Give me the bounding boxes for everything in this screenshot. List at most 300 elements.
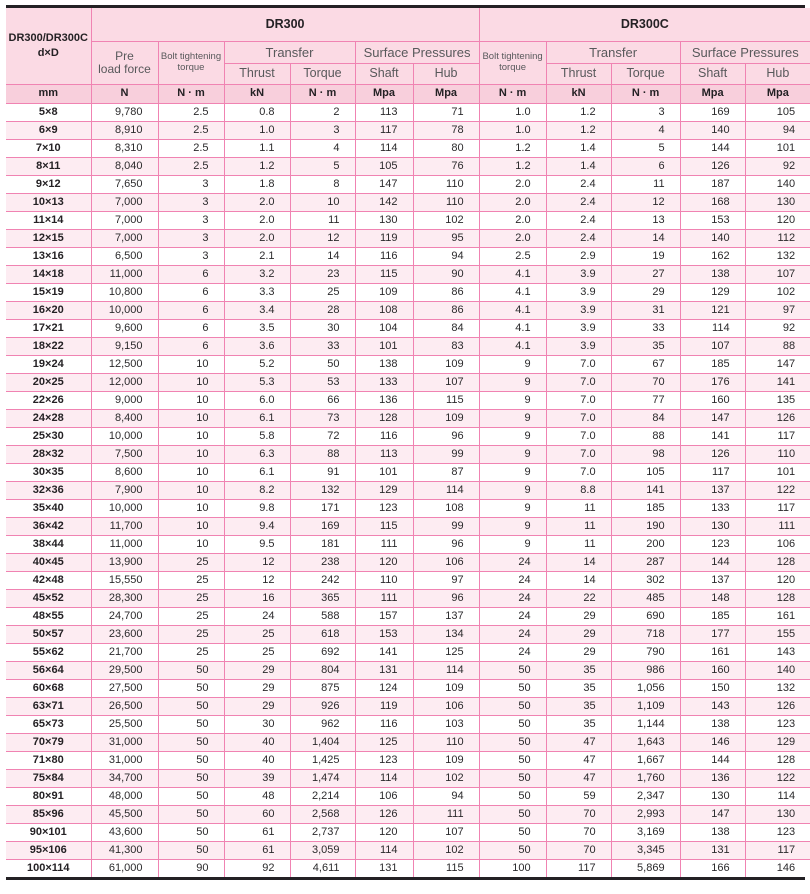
value-cell: 11,000: [91, 266, 158, 284]
value-cell: 2.5: [158, 122, 224, 140]
value-cell: 109: [413, 680, 479, 698]
table-row: [6, 716, 810, 734]
value-cell: 133: [355, 374, 413, 392]
value-cell: 50: [158, 716, 224, 734]
value-cell: 1,425: [290, 752, 355, 770]
value-cell: 70: [546, 842, 611, 860]
value-cell: 6: [158, 338, 224, 356]
value-cell: 3: [611, 104, 680, 122]
value-cell: 117: [680, 464, 745, 482]
size-cell: 85×96: [6, 806, 91, 824]
value-cell: 97: [745, 302, 810, 320]
size-cell: 36×42: [6, 518, 91, 536]
value-cell: 10,000: [91, 428, 158, 446]
value-cell: 1.2: [546, 122, 611, 140]
value-cell: 7.0: [546, 410, 611, 428]
header-transfer-dr300c: Transfer: [546, 42, 680, 64]
value-cell: 11,700: [91, 518, 158, 536]
value-cell: 50: [158, 842, 224, 860]
value-cell: 123: [355, 752, 413, 770]
unit-nm: N · m: [290, 85, 355, 104]
value-cell: 10: [158, 410, 224, 428]
value-cell: 2.0: [479, 230, 546, 248]
value-cell: 116: [355, 716, 413, 734]
value-cell: 105: [355, 158, 413, 176]
value-cell: 107: [413, 374, 479, 392]
header-torque-dr300: Torque: [290, 64, 355, 85]
value-cell: 110: [413, 176, 479, 194]
value-cell: 50: [479, 680, 546, 698]
value-cell: 3: [290, 122, 355, 140]
unit-n: N: [91, 85, 158, 104]
value-cell: 1,404: [290, 734, 355, 752]
value-cell: 25: [158, 608, 224, 626]
value-cell: 190: [611, 518, 680, 536]
value-cell: 6,500: [91, 248, 158, 266]
value-cell: 2,214: [290, 788, 355, 806]
value-cell: 10: [158, 536, 224, 554]
value-cell: 25: [158, 572, 224, 590]
value-cell: 10: [158, 428, 224, 446]
value-cell: 138: [355, 356, 413, 374]
value-cell: 11: [546, 536, 611, 554]
value-cell: 4.1: [479, 320, 546, 338]
value-cell: 15,550: [91, 572, 158, 590]
value-cell: 132: [745, 680, 810, 698]
value-cell: 116: [355, 248, 413, 266]
value-cell: 98: [611, 446, 680, 464]
value-cell: 9.4: [224, 518, 290, 536]
value-cell: 3.4: [224, 302, 290, 320]
value-cell: 113: [355, 446, 413, 464]
table-row: [6, 176, 810, 194]
value-cell: 8,910: [91, 122, 158, 140]
value-cell: 1.2: [479, 140, 546, 158]
value-cell: 2,737: [290, 824, 355, 842]
value-cell: 102: [745, 284, 810, 302]
value-cell: 106: [355, 788, 413, 806]
value-cell: 618: [290, 626, 355, 644]
value-cell: 78: [413, 122, 479, 140]
value-cell: 23: [290, 266, 355, 284]
header-shaft-dr300c: Shaft: [680, 64, 745, 85]
spec-table-frame: [6, 5, 805, 880]
value-cell: 5,869: [611, 860, 680, 878]
corner-dxd-label: d×D: [37, 46, 59, 59]
value-cell: 10: [158, 392, 224, 410]
value-cell: 146: [680, 734, 745, 752]
value-cell: 99: [413, 446, 479, 464]
value-cell: 48,000: [91, 788, 158, 806]
value-cell: 2.0: [224, 230, 290, 248]
value-cell: 147: [680, 410, 745, 428]
value-cell: 90: [158, 860, 224, 878]
table-row: [6, 482, 810, 500]
value-cell: 200: [611, 536, 680, 554]
value-cell: 2.0: [479, 176, 546, 194]
value-cell: 11: [611, 176, 680, 194]
value-cell: 25: [158, 590, 224, 608]
value-cell: 117: [745, 500, 810, 518]
value-cell: 128: [745, 590, 810, 608]
value-cell: 1,667: [611, 752, 680, 770]
value-cell: 187: [680, 176, 745, 194]
value-cell: 111: [355, 590, 413, 608]
value-cell: 129: [680, 284, 745, 302]
value-cell: 94: [745, 122, 810, 140]
value-cell: 73: [290, 410, 355, 428]
header-group-dr300: DR300: [91, 8, 479, 42]
value-cell: 108: [413, 500, 479, 518]
value-cell: 3: [158, 176, 224, 194]
value-cell: 131: [355, 662, 413, 680]
value-cell: 144: [680, 140, 745, 158]
value-cell: 2,993: [611, 806, 680, 824]
size-cell: 70×79: [6, 734, 91, 752]
table-row: [6, 140, 810, 158]
size-cell: 25×30: [6, 428, 91, 446]
size-cell: 12×15: [6, 230, 91, 248]
value-cell: 25: [290, 284, 355, 302]
value-cell: 160: [680, 662, 745, 680]
value-cell: 169: [290, 518, 355, 536]
value-cell: 109: [413, 410, 479, 428]
size-cell: 40×45: [6, 554, 91, 572]
value-cell: 113: [355, 104, 413, 122]
bolt-line1: Bolt tightening: [160, 51, 222, 63]
value-cell: 0.8: [224, 104, 290, 122]
table-row: [6, 320, 810, 338]
value-cell: 3.2: [224, 266, 290, 284]
value-cell: 35: [546, 680, 611, 698]
value-cell: 27: [611, 266, 680, 284]
unit-mpa: Mpa: [413, 85, 479, 104]
value-cell: 33: [611, 320, 680, 338]
unit-kn: kN: [546, 85, 611, 104]
value-cell: 47: [546, 734, 611, 752]
value-cell: 238: [290, 554, 355, 572]
value-cell: 7.0: [546, 356, 611, 374]
value-cell: 2.5: [158, 104, 224, 122]
value-cell: 29: [546, 608, 611, 626]
value-cell: 3: [158, 248, 224, 266]
value-cell: 24: [224, 608, 290, 626]
value-cell: 25: [158, 644, 224, 662]
value-cell: 117: [745, 428, 810, 446]
value-cell: 123: [745, 824, 810, 842]
value-cell: 4: [290, 140, 355, 158]
value-cell: 12: [224, 554, 290, 572]
unit-kn: kN: [224, 85, 290, 104]
value-cell: 106: [413, 698, 479, 716]
value-cell: 8,600: [91, 464, 158, 482]
value-cell: 50: [479, 734, 546, 752]
size-cell: 90×101: [6, 824, 91, 842]
table-row: [6, 356, 810, 374]
value-cell: 35: [546, 716, 611, 734]
value-cell: 107: [413, 824, 479, 842]
value-cell: 10: [158, 482, 224, 500]
size-cell: 9×12: [6, 176, 91, 194]
value-cell: 29: [224, 698, 290, 716]
value-cell: 2.1: [224, 248, 290, 266]
size-cell: 75×84: [6, 770, 91, 788]
value-cell: 114: [680, 320, 745, 338]
value-cell: 4,611: [290, 860, 355, 878]
table-row: [6, 788, 810, 806]
value-cell: 3,169: [611, 824, 680, 842]
value-cell: 5: [290, 158, 355, 176]
value-cell: 2.4: [546, 194, 611, 212]
table-row: [6, 770, 810, 788]
value-cell: 25: [158, 554, 224, 572]
value-cell: 9.5: [224, 536, 290, 554]
value-cell: 9: [479, 410, 546, 428]
value-cell: 47: [546, 752, 611, 770]
value-cell: 126: [355, 806, 413, 824]
dr300-spec-table: [6, 8, 810, 877]
value-cell: 23,600: [91, 626, 158, 644]
value-cell: 101: [355, 464, 413, 482]
size-cell: 30×35: [6, 464, 91, 482]
value-cell: 10,000: [91, 302, 158, 320]
value-cell: 9,150: [91, 338, 158, 356]
value-cell: 122: [745, 770, 810, 788]
value-cell: 8: [290, 176, 355, 194]
value-cell: 9.8: [224, 500, 290, 518]
value-cell: 3.9: [546, 338, 611, 356]
header-thrust-dr300c: Thrust: [546, 64, 611, 85]
value-cell: 7,000: [91, 230, 158, 248]
table-row: [6, 122, 810, 140]
value-cell: 60: [224, 806, 290, 824]
value-cell: 141: [611, 482, 680, 500]
value-cell: 50: [158, 752, 224, 770]
value-cell: 7,500: [91, 446, 158, 464]
value-cell: 144: [680, 554, 745, 572]
value-cell: 7,000: [91, 194, 158, 212]
value-cell: 123: [355, 500, 413, 518]
value-cell: 94: [413, 248, 479, 266]
value-cell: 50: [158, 680, 224, 698]
value-cell: 1.2: [479, 158, 546, 176]
size-cell: 28×32: [6, 446, 91, 464]
unit-mpa: Mpa: [745, 85, 810, 104]
value-cell: 926: [290, 698, 355, 716]
value-cell: 115: [355, 266, 413, 284]
header-pre-load-force: [91, 42, 158, 85]
size-cell: 35×40: [6, 500, 91, 518]
value-cell: 92: [745, 158, 810, 176]
value-cell: 155: [745, 626, 810, 644]
value-cell: 161: [745, 608, 810, 626]
value-cell: 104: [355, 320, 413, 338]
value-cell: 43,600: [91, 824, 158, 842]
value-cell: 134: [413, 626, 479, 644]
value-cell: 5.3: [224, 374, 290, 392]
table-row: [6, 824, 810, 842]
value-cell: 140: [680, 122, 745, 140]
value-cell: 123: [745, 716, 810, 734]
value-cell: 29: [546, 626, 611, 644]
value-cell: 50: [479, 806, 546, 824]
value-cell: 143: [745, 644, 810, 662]
header-torque-dr300c: Torque: [611, 64, 680, 85]
value-cell: 287: [611, 554, 680, 572]
value-cell: 109: [413, 356, 479, 374]
value-cell: 24: [479, 626, 546, 644]
value-cell: 13: [611, 212, 680, 230]
value-cell: 6: [611, 158, 680, 176]
value-cell: 29: [224, 662, 290, 680]
value-cell: 2.4: [546, 176, 611, 194]
value-cell: 2,347: [611, 788, 680, 806]
value-cell: 9: [479, 536, 546, 554]
value-cell: 2.4: [546, 212, 611, 230]
value-cell: 53: [290, 374, 355, 392]
value-cell: 106: [413, 554, 479, 572]
value-cell: 132: [745, 248, 810, 266]
size-cell: 14×18: [6, 266, 91, 284]
value-cell: 103: [413, 716, 479, 734]
value-cell: 50: [158, 824, 224, 842]
value-cell: 25: [224, 644, 290, 662]
value-cell: 119: [355, 230, 413, 248]
value-cell: 40: [224, 752, 290, 770]
value-cell: 365: [290, 590, 355, 608]
value-cell: 90: [413, 266, 479, 284]
value-cell: 25: [224, 626, 290, 644]
value-cell: 3.9: [546, 266, 611, 284]
value-cell: 92: [745, 320, 810, 338]
value-cell: 9: [479, 392, 546, 410]
value-cell: 128: [745, 554, 810, 572]
value-cell: 2.5: [158, 158, 224, 176]
value-cell: 162: [680, 248, 745, 266]
value-cell: 875: [290, 680, 355, 698]
value-cell: 128: [745, 752, 810, 770]
table-row: [6, 518, 810, 536]
value-cell: 9: [479, 428, 546, 446]
value-cell: 41,300: [91, 842, 158, 860]
value-cell: 10,800: [91, 284, 158, 302]
corner-model-label: DR300/DR300C: [8, 31, 88, 44]
value-cell: 24: [479, 644, 546, 662]
value-cell: 50: [479, 662, 546, 680]
value-cell: 67: [611, 356, 680, 374]
value-cell: 125: [413, 644, 479, 662]
value-cell: 29: [546, 644, 611, 662]
value-cell: 130: [680, 518, 745, 536]
value-cell: 185: [680, 608, 745, 626]
value-cell: 50: [158, 770, 224, 788]
value-cell: 1,643: [611, 734, 680, 752]
value-cell: 140: [745, 176, 810, 194]
value-cell: 114: [413, 482, 479, 500]
value-cell: 1.1: [224, 140, 290, 158]
header-bolt-torque-dr300c: [479, 42, 546, 85]
value-cell: 10: [158, 518, 224, 536]
value-cell: 3,345: [611, 842, 680, 860]
value-cell: 120: [745, 212, 810, 230]
value-cell: 13,900: [91, 554, 158, 572]
value-cell: 485: [611, 590, 680, 608]
value-cell: 122: [745, 482, 810, 500]
value-cell: 135: [745, 392, 810, 410]
size-cell: 56×64: [6, 662, 91, 680]
value-cell: 2: [290, 104, 355, 122]
value-cell: 110: [413, 194, 479, 212]
value-cell: 84: [611, 410, 680, 428]
corner-header: [6, 8, 91, 85]
value-cell: 110: [413, 734, 479, 752]
value-cell: 2.0: [224, 194, 290, 212]
value-cell: 14: [290, 248, 355, 266]
value-cell: 1.4: [546, 158, 611, 176]
value-cell: 129: [745, 734, 810, 752]
table-row: [6, 644, 810, 662]
value-cell: 31,000: [91, 752, 158, 770]
size-cell: 17×21: [6, 320, 91, 338]
size-cell: 8×11: [6, 158, 91, 176]
value-cell: 10: [290, 194, 355, 212]
value-cell: 692: [290, 644, 355, 662]
value-cell: 5.8: [224, 428, 290, 446]
value-cell: 114: [355, 770, 413, 788]
value-cell: 133: [680, 500, 745, 518]
value-cell: 35: [611, 338, 680, 356]
value-cell: 3.9: [546, 284, 611, 302]
value-cell: 7,900: [91, 482, 158, 500]
value-cell: 28: [290, 302, 355, 320]
value-cell: 117: [546, 860, 611, 878]
value-cell: 109: [413, 752, 479, 770]
value-cell: 5.2: [224, 356, 290, 374]
value-cell: 3,059: [290, 842, 355, 860]
value-cell: 147: [745, 356, 810, 374]
size-cell: 100×114: [6, 860, 91, 878]
size-cell: 63×71: [6, 698, 91, 716]
value-cell: 141: [745, 374, 810, 392]
value-cell: 11: [546, 500, 611, 518]
value-cell: 50: [479, 770, 546, 788]
value-cell: 110: [355, 572, 413, 590]
value-cell: 124: [355, 680, 413, 698]
value-cell: 50: [479, 788, 546, 806]
value-cell: 9: [479, 482, 546, 500]
table-row: [6, 572, 810, 590]
value-cell: 3: [158, 194, 224, 212]
value-cell: 19: [611, 248, 680, 266]
value-cell: 80: [413, 140, 479, 158]
value-cell: 107: [745, 266, 810, 284]
value-cell: 24: [479, 554, 546, 572]
header-shaft-dr300: Shaft: [355, 64, 413, 85]
size-cell: 22×26: [6, 392, 91, 410]
size-cell: 55×62: [6, 644, 91, 662]
value-cell: 66: [290, 392, 355, 410]
value-cell: 181: [290, 536, 355, 554]
value-cell: 94: [413, 788, 479, 806]
value-cell: 12: [290, 230, 355, 248]
value-cell: 4.1: [479, 302, 546, 320]
value-cell: 96: [413, 536, 479, 554]
value-cell: 986: [611, 662, 680, 680]
value-cell: 153: [680, 212, 745, 230]
value-cell: 9: [479, 356, 546, 374]
value-cell: 70: [546, 806, 611, 824]
value-cell: 2.4: [546, 230, 611, 248]
